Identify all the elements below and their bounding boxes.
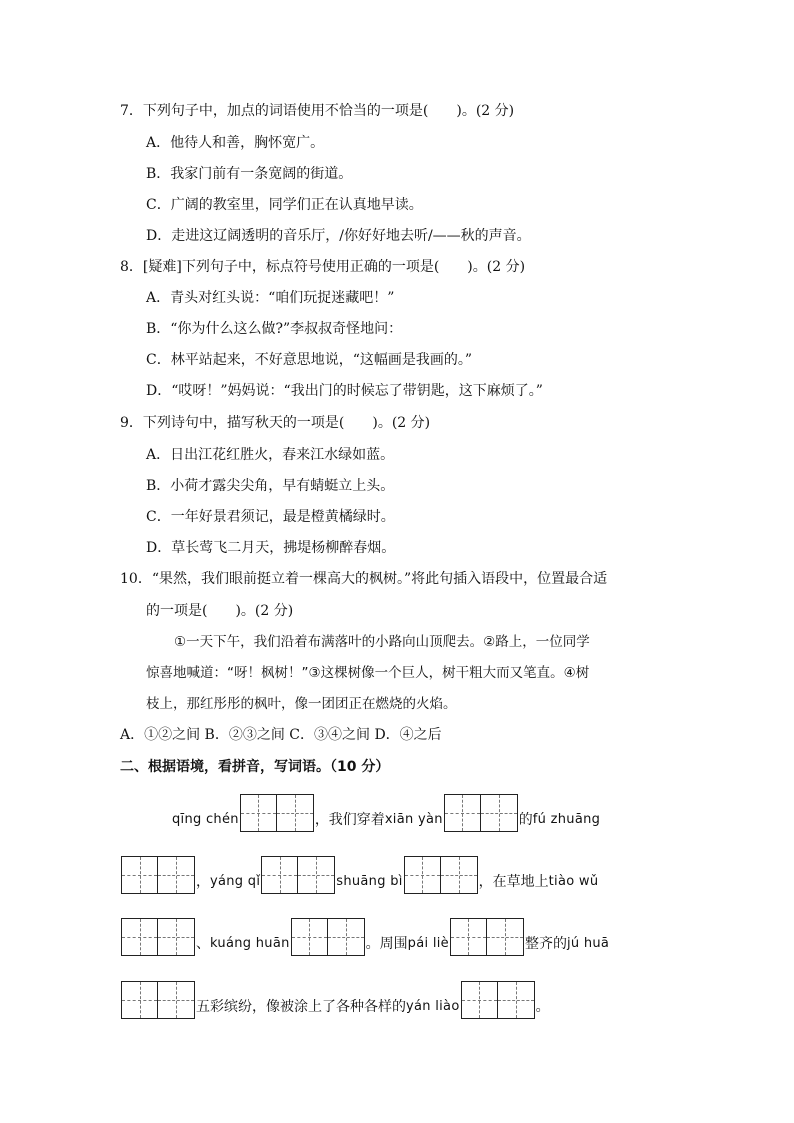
fill-row-2 [120, 854, 598, 894]
question-10-passage-line1: ①一天下午，我们沿着布满落叶的小路向山顶爬去。②路上，一位同学 [174, 634, 590, 650]
text-segment: 五彩缤纷，像被涂上了各种各样的 [196, 999, 406, 1015]
question-7-option-b: B．我家门前有一条宽阔的街道。 [146, 166, 353, 182]
question-8-option-b: B．“你为什么这么做?”李叔叔奇怪地问： [146, 321, 403, 337]
question-9-option-c: C．一年好景君须记，最是橙黄橘绿时。 [146, 509, 395, 525]
pinyin-yang-qi: yáng qǐ [210, 874, 261, 889]
text-segment: ，在草地上 [478, 874, 549, 890]
fill-row-4 [120, 979, 550, 1019]
question-9-stem: 9．下列诗句中，描写秋天的一项是( )。(2 分) [120, 415, 431, 431]
text-segment: 。周围 [365, 936, 408, 952]
question-9-option-b: B．小荷才露尖尖角，早有蜻蜓立上头。 [146, 478, 395, 494]
answer-box-pai-lie[interactable] [450, 918, 524, 956]
answer-box-qing-chen[interactable] [240, 794, 314, 832]
pinyin-qing-chen: qīng chén [172, 812, 239, 827]
section-2-heading: 二、根据语境，看拼音，写词语。（10 分） [120, 759, 390, 775]
question-7-option-a: A．他待人和善，胸怀宽广。 [146, 135, 325, 151]
question-8-option-d: D．“哎呀！”妈妈说：“我出门的时候忘了带钥匙，这下麻烦了。” [146, 383, 543, 399]
text-segment: 、 [196, 936, 210, 952]
question-10-stem-line2: 的一项是( )。(2 分) [146, 603, 294, 619]
pinyin-pai-lie: pái liè [407, 936, 449, 951]
pinyin-ju-hua: jú huā [566, 936, 610, 951]
question-10-answer-options: A．①②之间 B．②③之间 C．③④之间 D．④之后 [120, 727, 442, 743]
text-segment: 的 [518, 812, 533, 828]
text-segment: ， [196, 874, 210, 890]
answer-box-xian-yan[interactable] [444, 794, 518, 832]
question-7-option-d: D．走进这辽阔透明的音乐厅，/你好好地去听/——秋的声音。 [146, 228, 531, 244]
question-8-stem: 8．[疑难]下列句子中，标点符号使用正确的一项是( )。(2 分) [120, 259, 526, 275]
question-7-option-c: C．广阔的教室里，同学们正在认真地早读。 [146, 197, 423, 213]
answer-box-kuang-huan[interactable] [291, 918, 365, 956]
question-10-passage-line3: 枝上，那红彤彤的枫叶，像一团团正在燃烧的火焰。 [146, 696, 457, 712]
question-10-stem-line1: 10．“果然，我们眼前挺立着一棵高大的枫树。”将此句插入语段中，位置最合适 [120, 571, 608, 587]
pinyin-shuang-bi: shuāng bì [336, 874, 403, 889]
question-9-option-a: A．日出江花红胜火，春来江水绿如蓝。 [146, 447, 395, 463]
pinyin-fu-zhuang: fú zhuāng [532, 812, 601, 827]
pinyin-xian-yan: xiān yàn [384, 812, 443, 827]
answer-box-ju-hua[interactable] [121, 981, 195, 1019]
answer-box-fu-zhuang[interactable] [121, 856, 195, 894]
answer-box-tiao-wu[interactable] [121, 918, 195, 956]
question-8-option-c: C．林平站起来，不好意思地说，“这幅画是我画的。” [146, 352, 473, 368]
answer-box-yang-qi[interactable] [261, 856, 335, 894]
pinyin-tiao-wu: tiào wǔ [548, 874, 599, 889]
question-9-option-d: D．草长莺飞二月天，拂堤杨柳醉春烟。 [146, 540, 396, 556]
text-segment: 整齐的 [524, 936, 567, 952]
answer-box-shuang-bi[interactable] [404, 856, 478, 894]
answer-box-yan-liao[interactable] [461, 981, 535, 1019]
question-7-stem: 7．下列句子中，加点的词语使用不恰当的一项是( )。(2 分) [120, 103, 515, 119]
text-segment: ，我们穿着 [314, 812, 385, 828]
fill-row-1 [172, 792, 600, 832]
text-segment: 。 [535, 999, 550, 1015]
question-10-passage-line2: 惊喜地喊道：“呀！枫树！”③这棵树像一个巨人，树干粗大而又笔直。④树 [146, 665, 590, 681]
fill-row-3 [120, 916, 609, 956]
pinyin-kuang-huan: kuáng huān [210, 936, 290, 951]
pinyin-yan-liao: yán liào [406, 999, 460, 1014]
question-8-option-a: A．青头对红头说：“咱们玩捉迷藏吧！” [146, 290, 395, 306]
